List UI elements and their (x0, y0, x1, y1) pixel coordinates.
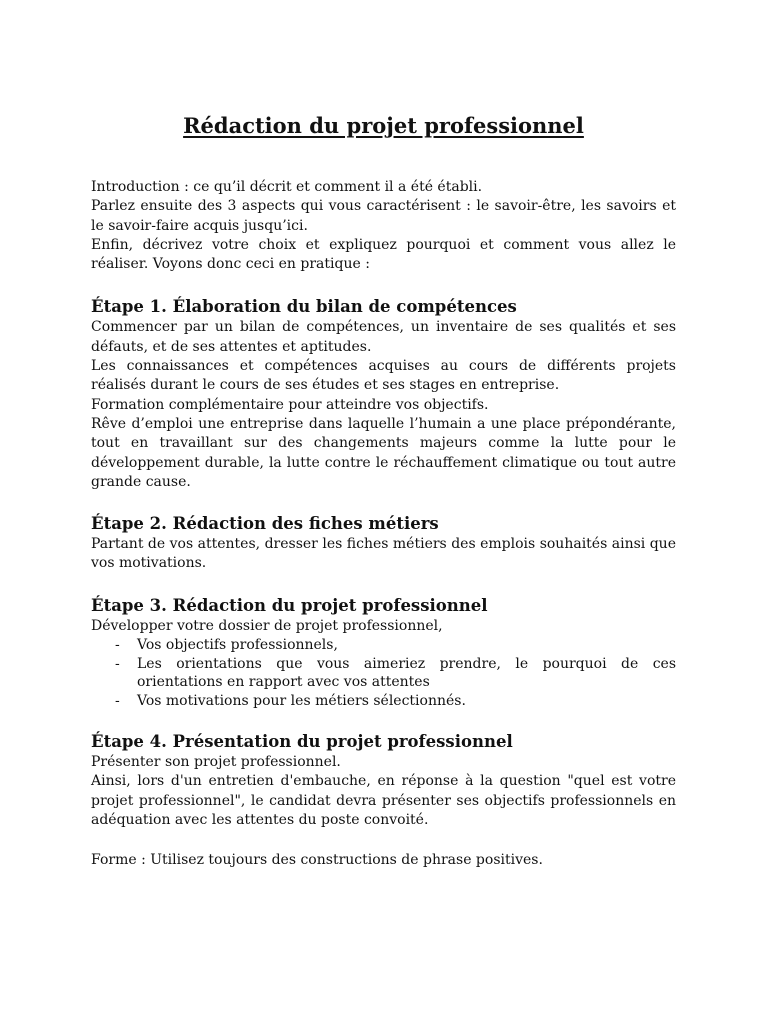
step-3-list (91, 636, 676, 710)
list-item (91, 636, 676, 655)
dash-bullet: - (115, 655, 120, 672)
step-1-paragraph: Rêve d’emploi une entreprise dans laquelle l’humain a une place prépondérante, tout en travaillant sur des changements majeurs comme la lutte pour le développement durable, la lutte contre le réchauffement climatique ou tout autre grande cause. (91, 415, 676, 490)
dash-bullet: - (115, 692, 120, 709)
step-4-section (91, 731, 676, 830)
list-item-text: Vos motivations pour les métiers sélectionnés. (137, 692, 466, 709)
list-item (91, 692, 676, 711)
intro-paragraph: Enfin, décrivez votre choix et expliquez pourquoi et comment vous allez le réaliser. Voyons donc ceci en pratique : (91, 236, 676, 273)
step-4-heading: Étape 4. Présentation du projet professionnel (91, 732, 513, 752)
step-4-paragraph: Présenter son projet professionnel. (91, 754, 341, 771)
step-1-section (91, 296, 676, 492)
intro-section (91, 178, 676, 274)
forme-note: Forme : Utilisez toujours des constructions de phrase positives. (91, 852, 543, 869)
list-item (91, 655, 676, 692)
step-2-paragraph: Partant de vos attentes, dresser les fiches métiers des emplois souhaités ainsi que vos motivations. (91, 536, 676, 572)
step-1-paragraph: Les connaissances et compétences acquises au cours de différents projets réalisés durant le cours de ses études et ses stages en entreprise. (91, 358, 676, 394)
list-item-text: Les orientations que vous aimeriez prendre, le pourquoi de ces orientations en rapport avec vos attentes (137, 655, 676, 691)
intro-paragraph: Introduction : ce qu’il décrit et comment il a été établi. (91, 179, 483, 195)
step-4-paragraph: Ainsi, lors d'un entretien d'embauche, en réponse à la question "quel est votre projet professionnel", le candidat devra présenter ses objectifs professionnels en adéquation avec les attentes du poste convoité. (91, 773, 676, 828)
document-page (91, 112, 676, 884)
step-3-section (91, 595, 676, 710)
step-3-heading: Étape 3. Rédaction du projet professionnel (91, 595, 488, 615)
step-2-heading: Étape 2. Rédaction des fiches métiers (91, 514, 439, 534)
step-1-heading: Étape 1. Élaboration du bilan de compétences (91, 297, 517, 317)
page-title: Rédaction du projet professionnel (183, 113, 584, 138)
step-1-paragraph: Commencer par un bilan de compétences, un inventaire de ses qualités et ses défauts, et de ses attentes et aptitudes. (91, 319, 676, 355)
intro-paragraph: Parlez ensuite des 3 aspects qui vous caractérisent : le savoir-être, les savoirs et le savoir-faire acquis jusqu’ici. (91, 198, 676, 234)
dash-bullet: - (115, 637, 120, 654)
step-2-section (91, 513, 676, 574)
list-item-text: Vos objectifs professionnels, (137, 637, 338, 654)
step-3-lead: Développer votre dossier de projet professionnel, (91, 617, 443, 634)
step-1-paragraph: Formation complémentaire pour atteindre vos objectifs. (91, 396, 489, 413)
